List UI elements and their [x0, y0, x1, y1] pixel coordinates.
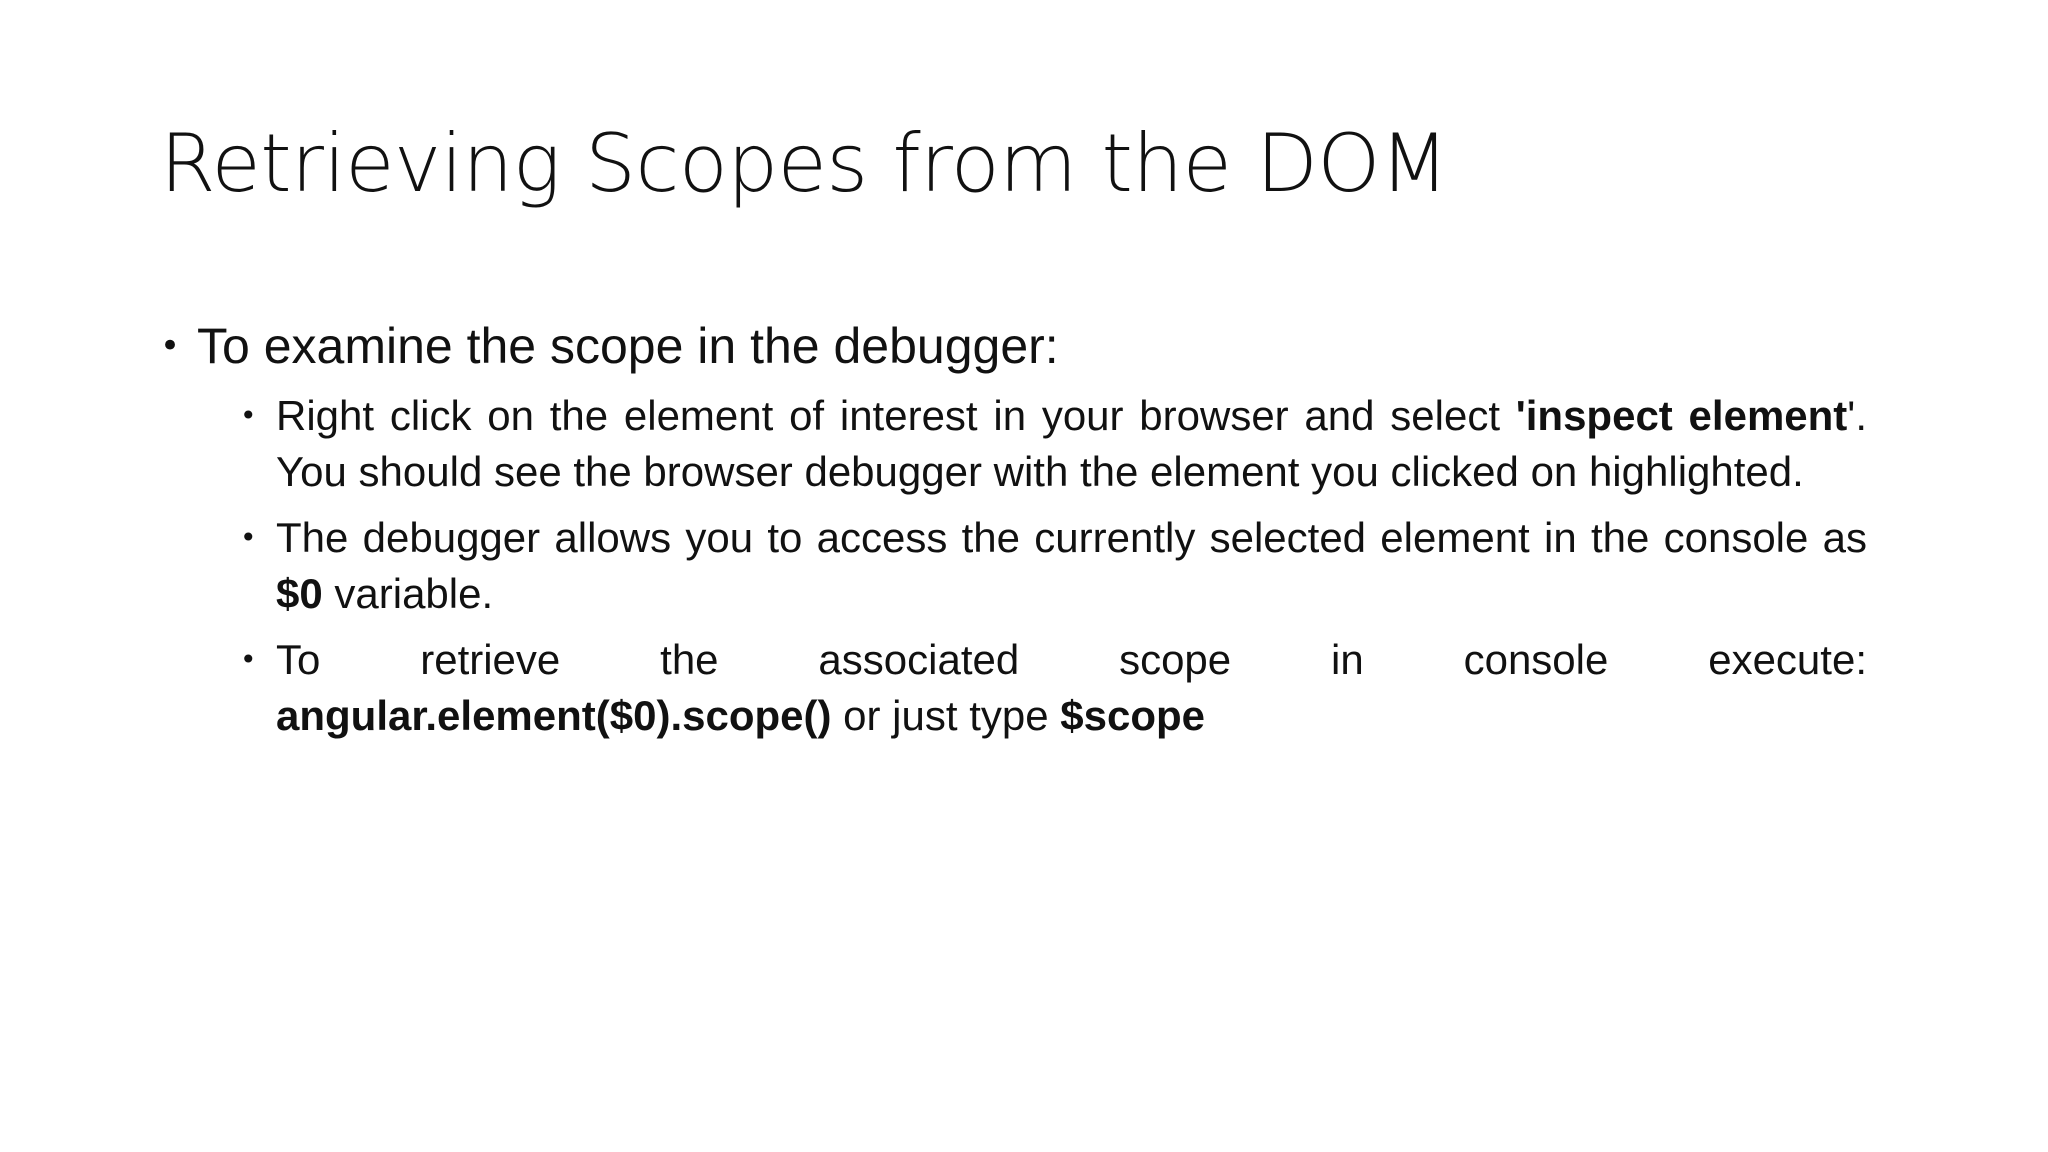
- sub-bullet-item: [240, 632, 1867, 744]
- bullet-dot-icon: •: [240, 643, 257, 676]
- sub-bullet-item: [240, 510, 1867, 622]
- sub-bullet-text: The debugger allows you to access the currently selected element in the console as: [276, 514, 1867, 561]
- bullet-dot-icon: •: [240, 521, 257, 554]
- slide-content: [160, 312, 1900, 754]
- sub-bullet-text: variable.: [322, 570, 494, 617]
- sub-bullet-item: [240, 388, 1867, 500]
- sub-bullet-text: or just type: [831, 692, 1061, 739]
- sub-bullet-text: '. You should see the browser debugger with the element you clicked on highlighted.: [276, 392, 1867, 495]
- main-bullet-text: To examine the scope in the debugger:: [197, 318, 1059, 374]
- slide-title: Retrieving Scopes from the DOM: [160, 117, 1449, 210]
- bold-text: $0: [276, 570, 323, 617]
- bold-text: 'inspect element: [1515, 392, 1848, 439]
- code-text: $scope: [1060, 692, 1206, 739]
- code-text: angular.element($0).scope(): [276, 692, 832, 739]
- sub-bullet-text: Right click on the element of interest in your browser and select: [276, 392, 1516, 439]
- sub-bullet-text: To retrieve the associated scope in console execute:: [276, 636, 1867, 683]
- sub-bullet-list: [240, 388, 1867, 744]
- bullet-dot-icon: •: [160, 326, 181, 366]
- bullet-dot-icon: •: [240, 399, 257, 432]
- main-bullet-item: [160, 312, 1900, 380]
